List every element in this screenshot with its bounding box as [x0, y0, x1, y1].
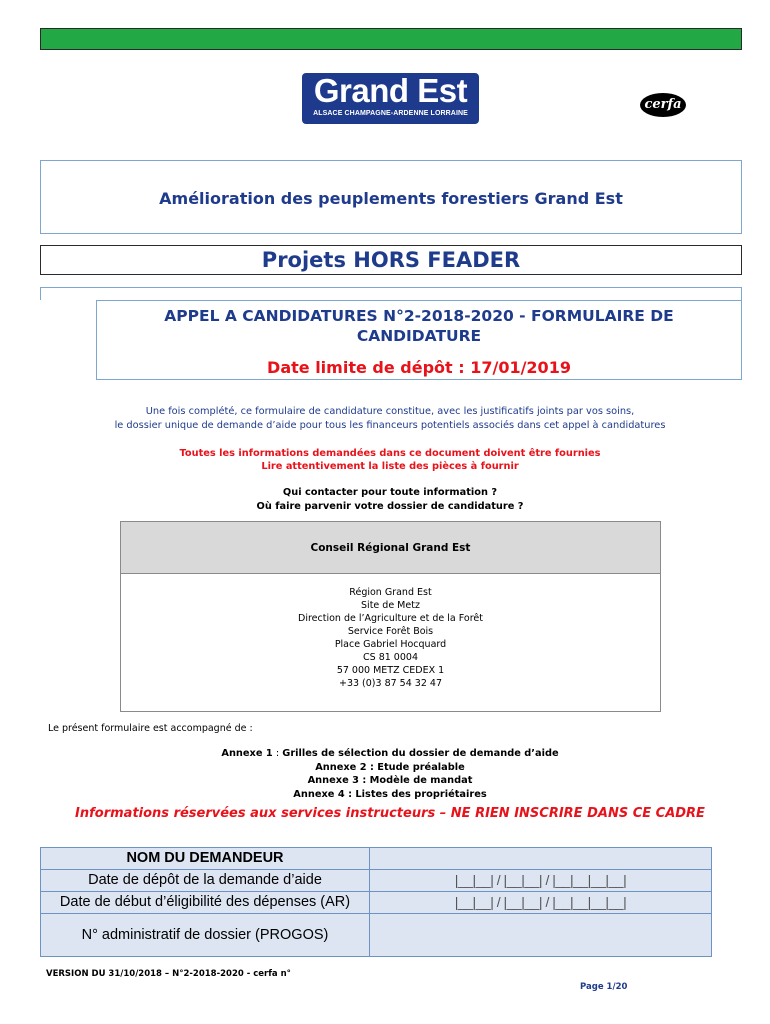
cerfa-logo: cerfa: [640, 93, 686, 117]
file-number-field[interactable]: [370, 914, 711, 956]
applicant-name-label: NOM DU DEMANDEUR: [41, 848, 370, 869]
accompanied-intro: Le présent formulaire est accompagné de :: [48, 723, 253, 734]
annex-3: Annexe 3 : Modèle de mandat: [307, 775, 473, 786]
annex-4: Annexe 4 : Listes des propriétaires: [293, 788, 487, 800]
annex-2: Annexe 2 : Etude préalable: [315, 761, 465, 773]
eligibility-date-field[interactable]: |__|__| / |__|__| / |__|__|__|__|: [454, 894, 627, 910]
projects-box: [40, 245, 742, 275]
deadline: Date limite de dépôt : 17/01/2019: [267, 358, 571, 377]
reserved-notice: Informations réservées aux services instructeurs – NE RIEN INSCRIRE DANS CE CADRE: [75, 806, 705, 821]
deposit-date-label: Date de dépôt de la demande d’aide: [41, 870, 370, 891]
admin-row-eligibility-date: [41, 892, 711, 914]
eligibility-date-label: Date de début d’éligibilité des dépenses (AR): [41, 892, 370, 913]
intro-text: Une fois complété, ce formulaire de candidature constitue, avec les justificatifs joints par vos soins, le dossier unique de demande d’aide pour tous les financeurs potentiels associés dans cet appel à candidatures: [114, 406, 666, 431]
admin-row-applicant: [41, 848, 711, 870]
projects-title: Projets HORS FEADER: [261, 248, 521, 272]
call-title: APPEL A CANDIDATURES N°2-2018-2020 - FORMULAIRE DE CANDIDATURE: [164, 307, 674, 345]
applicant-name-field[interactable]: [370, 848, 711, 869]
subtitle-box: [40, 160, 742, 234]
contact-address: Région Grand Est Site de Metz Direction de l’Agriculture et de la Forêt Service Forêt Bois Place Gabriel Hocquard CS 81 0004 57 000 METZ CEDEX 1 +33 (0)3 87 54 32 47: [121, 574, 660, 690]
warning-text: Toutes les informations demandées dans ce document doivent être fournies Lire attentivement la liste des pièces à fournir: [179, 448, 601, 472]
footer-version: VERSION DU 31/10/2018 – N°2-2018-2020 - cerfa n°: [46, 969, 291, 979]
admin-row-deposit-date: [41, 870, 711, 892]
contact-questions: Qui contacter pour toute information ? Où faire parvenir votre dossier de candidature ?: [256, 487, 524, 512]
contact-box: [120, 521, 661, 712]
call-box: [96, 300, 742, 380]
grand-est-logo: [302, 73, 479, 124]
annex-list: [60, 747, 720, 801]
contact-title: Conseil Régional Grand Est: [121, 522, 660, 574]
deposit-date-field[interactable]: |__|__| / |__|__| / |__|__|__|__|: [454, 872, 627, 888]
page-number: Page 1/20: [580, 982, 628, 992]
file-number-label: N° administratif de dossier (PROGOS): [41, 914, 370, 956]
document-subtitle: Amélioration des peuplements forestiers Grand Est: [159, 189, 623, 208]
admin-row-file-number: [41, 914, 711, 956]
logo-tagline: ALSACE CHAMPAGNE-ARDENNE LORRAINE: [313, 110, 468, 117]
contact-phone: +33 (0)3 87 54 32 47: [338, 678, 442, 689]
logo-wordmark: Grand Est: [313, 72, 468, 109]
call-box-top-strip: [40, 287, 742, 300]
annex-1: Annexe 1 : Grilles de sélection du dossier de demande d’aide: [221, 748, 559, 759]
admin-table: [40, 847, 712, 957]
top-green-bar: [40, 28, 742, 50]
